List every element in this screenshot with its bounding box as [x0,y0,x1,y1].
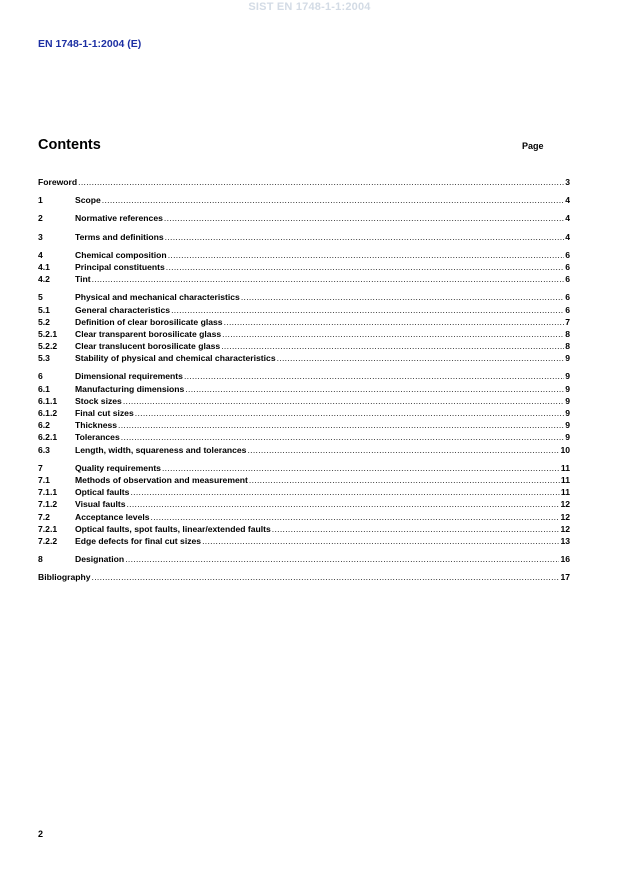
toc-dot-leader [102,194,564,206]
table-of-contents [38,176,570,583]
toc-dot-leader [126,498,559,510]
toc-entry[interactable] [38,328,570,340]
toc-entry-page: 9 [565,383,570,394]
toc-dot-leader [171,304,564,316]
toc-entry-title[interactable]: Definition of clear borosilicate glass [75,316,223,327]
toc-entry-page: 7 [565,316,570,327]
toc-entry-title[interactable]: Designation [75,554,125,565]
toc-dot-leader [78,176,564,188]
toc-dot-leader [168,249,565,261]
page-number: 2 [38,829,44,839]
toc-entry-page: 9 [565,371,570,382]
toc-entry[interactable] [38,474,570,486]
toc-entry[interactable] [38,249,570,261]
toc-entry-page: 9 [565,395,570,406]
toc-entry[interactable] [38,571,570,583]
toc-entry[interactable] [38,340,570,352]
toc-entry-number: 7.2.1 [38,523,58,534]
toc-entry-title[interactable]: Methods of observation and measurement [75,474,248,485]
toc-entry-number: 8 [38,554,43,565]
toc-entry-number: 4.1 [38,261,50,272]
toc-dot-leader [166,261,564,273]
toc-entry-number: 6 [38,371,43,382]
toc-entry-page: 9 [565,353,570,364]
toc-dot-leader [184,370,564,382]
toc-entry[interactable] [38,553,570,565]
toc-entry-title[interactable]: Principal constituents [75,261,165,272]
toc-entry-page: 8 [565,341,570,352]
toc-entry-page: 16 [560,554,570,565]
toc-entry-page: 8 [565,328,570,339]
toc-dot-leader [135,407,564,419]
toc-entry[interactable] [38,304,570,316]
toc-entry[interactable] [38,395,570,407]
toc-entry[interactable] [38,194,570,206]
toc-entry-number: 1 [38,195,43,206]
toc-entry[interactable] [38,316,570,328]
toc-entry[interactable] [38,486,570,498]
toc-dot-leader [272,523,560,535]
toc-entry[interactable] [38,419,570,431]
toc-entry-page: 6 [565,249,570,260]
toc-entry[interactable] [38,231,570,243]
toc-entry-title[interactable]: Optical faults [75,487,130,498]
toc-entry-number: 3 [38,231,43,242]
toc-entry-page: 13 [560,535,570,546]
toc-entry-title[interactable]: Thickness [75,420,118,431]
toc-entry-number: 7.1.1 [38,487,58,498]
toc-entry[interactable] [38,383,570,395]
toc-dot-leader [118,419,564,431]
toc-entry-number: 7.2.2 [38,535,58,546]
toc-entry-page: 10 [560,444,570,455]
toc-entry-title[interactable]: Scope [75,195,101,206]
toc-dot-leader [164,212,564,224]
toc-entry[interactable] [38,407,570,419]
toc-entry-page: 9 [565,432,570,443]
toc-dot-leader [241,291,564,303]
toc-entry-page: 11 [560,487,570,498]
toc-entry-number: 6.3 [38,444,50,455]
toc-entry[interactable] [38,273,570,285]
toc-entry-title[interactable]: Optical faults, spot faults, linear/extended faults [75,523,271,534]
toc-entry-number: 6.1 [38,383,50,394]
toc-entry-title[interactable]: Physical and mechanical characteristics [75,292,240,303]
document-id: EN 1748-1-1:2004 (E) [38,38,142,50]
toc-entry-number: 2 [38,213,43,224]
toc-entry-title[interactable]: Clear translucent borosilicate glass [75,341,221,352]
toc-entry-number: 7.1 [38,474,50,485]
toc-entry[interactable] [38,291,570,303]
toc-entry-page: 9 [565,420,570,431]
toc-entry-number: 5.3 [38,353,50,364]
toc-dot-leader [247,444,559,456]
toc-entry-number: 7 [38,462,43,473]
toc-entry-title[interactable]: Stock sizes [75,395,122,406]
toc-entry-number: 4 [38,249,43,260]
toc-entry-page: 12 [560,523,570,534]
toc-dot-leader [92,273,565,285]
toc-entry[interactable] [38,370,570,382]
toc-entry-title[interactable]: Visual faults [75,499,126,510]
toc-entry-page: 11 [560,474,570,485]
toc-entry-number: 5.2 [38,316,50,327]
toc-entry-title[interactable]: Quality requirements [75,462,161,473]
toc-entry[interactable] [38,498,570,510]
toc-entry-page: 6 [565,274,570,285]
toc-dot-leader [165,231,565,243]
watermark-text: SIST EN 1748-1-1:2004 [248,1,371,13]
toc-entry[interactable] [38,352,570,364]
toc-dot-leader [277,352,565,364]
toc-entry-title[interactable]: Length, width, squareness and tolerances [75,444,247,455]
contents-heading: Contents [38,137,101,153]
toc-dot-leader [125,553,559,565]
toc-entry-number: 6.2.1 [38,432,58,443]
toc-entry-title[interactable]: Terms and definitions [75,231,164,242]
toc-dot-leader [151,511,560,523]
toc-entry-title[interactable]: Dimensional requirements [75,371,183,382]
toc-entry-title[interactable]: Tint [75,274,91,285]
toc-entry-number: 7.2 [38,511,50,522]
toc-entry[interactable] [38,176,570,188]
toc-entry-title[interactable]: Bibliography [38,572,91,583]
toc-entry[interactable] [38,431,570,443]
toc-entry-number: 5.1 [38,304,50,315]
toc-entry-number: 5 [38,292,43,303]
toc-entry[interactable] [38,511,570,523]
toc-entry[interactable] [38,462,570,474]
toc-entry-number: 6.2 [38,420,50,431]
toc-entry-page: 4 [565,231,570,242]
toc-entry-title[interactable]: Manufacturing dimensions [75,383,185,394]
toc-entry[interactable] [38,212,570,224]
toc-entry-number: 6.1.1 [38,395,58,406]
toc-dot-leader [123,395,564,407]
toc-entry-page: 6 [565,261,570,272]
toc-entry-page: 3 [565,177,570,187]
toc-entry-title[interactable]: Stability of physical and chemical characteristics [75,353,276,364]
toc-entry[interactable] [38,535,570,547]
toc-dot-leader [92,571,560,583]
toc-entry[interactable] [38,261,570,273]
toc-dot-leader [222,328,564,340]
toc-entry-title[interactable]: Edge defects for final cut sizes [75,535,202,546]
toc-entry-page: 4 [565,213,570,224]
toc-dot-leader [185,383,564,395]
toc-entry-page: 4 [565,195,570,206]
toc-entry-title[interactable]: General characteristics [75,304,171,315]
toc-entry[interactable] [38,444,570,456]
toc-entry-title[interactable]: Clear transparent borosilicate glass [75,328,222,339]
toc-dot-leader [121,431,564,443]
toc-entry-title[interactable]: Foreword [38,177,78,187]
toc-dot-leader [249,474,560,486]
toc-entry-number: 5.2.1 [38,328,58,339]
toc-entry-title[interactable]: Tolerances [75,432,120,443]
toc-entry-page: 9 [565,408,570,418]
toc-dot-leader [221,340,564,352]
toc-entry-title[interactable]: Acceptance levels [75,511,150,522]
toc-entry-number: 7.1.2 [38,499,58,510]
page-column-label: Page [522,141,544,151]
toc-entry-title[interactable]: Normative references [75,213,163,224]
toc-entry-page: 12 [560,511,570,522]
toc-dot-leader [202,535,559,547]
toc-entry-page: 17 [560,572,570,583]
toc-entry-title[interactable]: Final cut sizes [75,408,134,418]
toc-entry[interactable] [38,523,570,535]
toc-entry-number: 6.1.2 [38,408,58,418]
toc-entry-number: 5.2.2 [38,341,58,352]
toc-dot-leader [130,486,559,498]
toc-entry-page: 6 [565,304,570,315]
toc-entry-page: 11 [560,462,570,473]
toc-entry-title[interactable]: Chemical composition [75,249,167,260]
toc-dot-leader [224,316,565,328]
toc-entry-number: 4.2 [38,274,50,285]
toc-entry-page: 12 [560,499,570,510]
toc-entry-page: 6 [565,292,570,303]
toc-dot-leader [162,462,560,474]
